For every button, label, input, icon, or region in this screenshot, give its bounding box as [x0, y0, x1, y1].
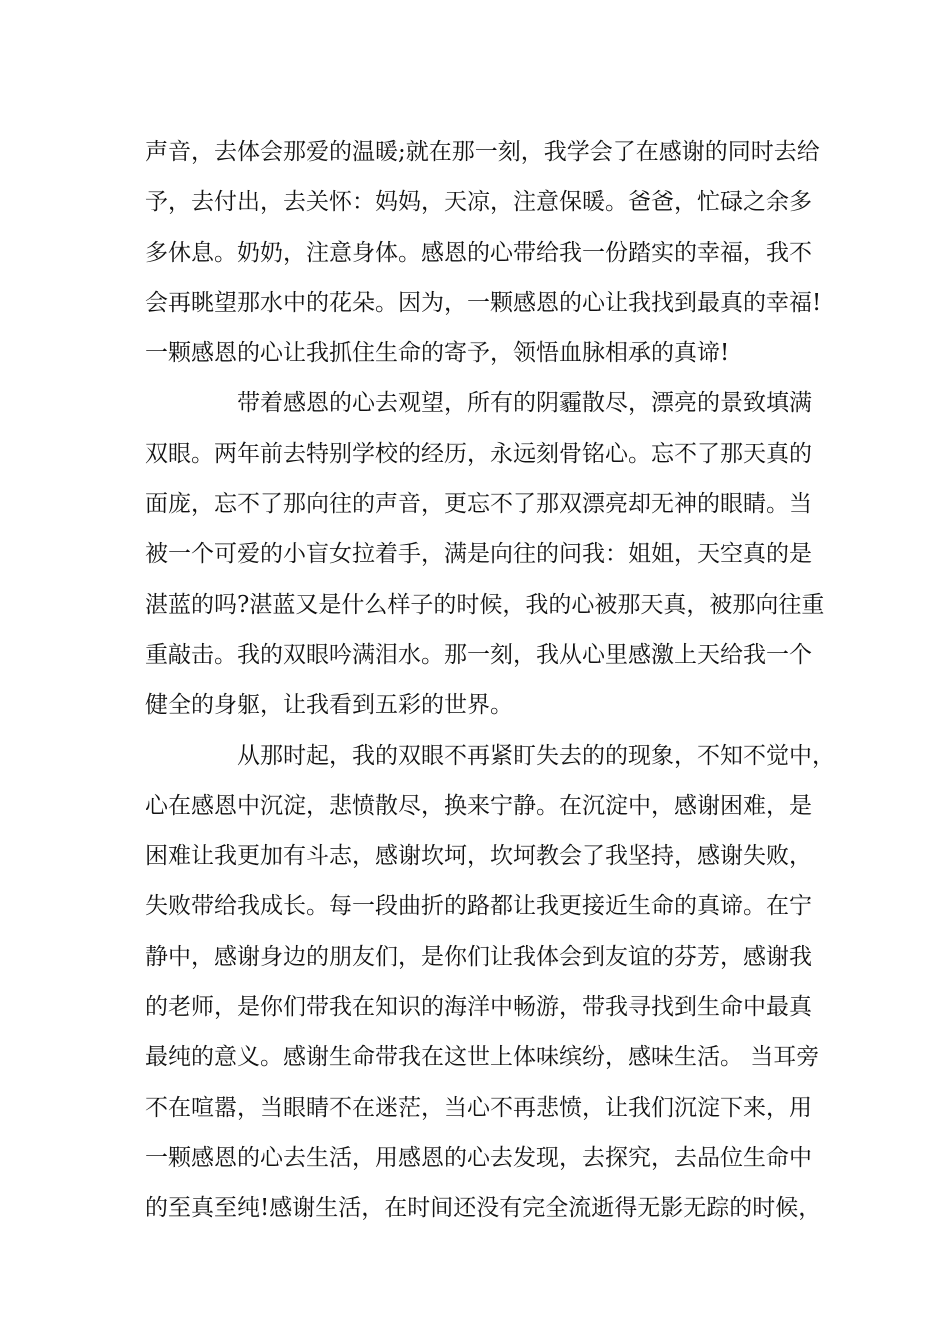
text-line: 多休息。奶奶，注意身体。感恩的心带给我一份踏实的幸福，我不	[145, 239, 812, 266]
text-line: 重敲击。我的双眼吟满泪水。那一刻，我从心里感激上天给我一个	[145, 641, 812, 668]
text-line: 心在感恩中沉淀，悲愤散尽，换来宁静。在沉淀中，感谢困难，是	[145, 792, 812, 819]
text-line: 双眼。两年前去特别学校的经历，永远刻骨铭心。忘不了那天真的	[145, 440, 812, 467]
text-line: 予，去付出，去关怀：妈妈，天凉，注意保暖。爸爸，忙碌之余多	[145, 189, 812, 216]
text-line: 的老师，是你们带我在知识的海洋中畅游，带我寻找到生命中最真	[145, 994, 812, 1021]
text-line: 失败带给我成长。每一段曲折的路都让我更接近生命的真谛。在宁	[145, 893, 812, 920]
paragraph-first-line: 带着感恩的心去观望，所有的阴霾散尽，漂亮的景致填满	[237, 390, 812, 417]
text-line: 静中，感谢身边的朋友们，是你们让我体会到友谊的芬芳，感谢我	[145, 943, 812, 970]
text-line: 困难让我更加有斗志，感谢坎坷，坎坷教会了我坚持，感谢失败，	[145, 843, 812, 870]
paragraph-first-line: 从那时起，我的双眼不再紧盯失去的的现象，不知不觉中，	[237, 742, 835, 769]
text-line: 湛蓝的吗?湛蓝又是什么样子的时候，我的心被那天真，被那向往重	[145, 591, 825, 618]
text-line: 声音，去体会那爱的温暖;就在那一刻，我学会了在感谢的同时去给	[145, 139, 820, 165]
text-line: 的至真至纯!感谢生活，在时间还没有完全流逝得无影无踪的时候，	[145, 1195, 822, 1222]
text-line: 一颗感恩的心去生活，用感恩的心去发现，去探究，去品位生命中	[145, 1144, 812, 1171]
text-line: 最纯的意义。感谢生命带我在这世上体味缤纷，感味生活。 当耳旁	[145, 1044, 820, 1071]
body-text	[145, 127, 835, 1234]
text-line: 被一个可爱的小盲女拉着手，满是向往的问我：姐姐，天空真的是	[145, 541, 812, 568]
text-line: 一颗感恩的心让我抓住生命的寄予，领悟血脉相承的真谛!	[145, 340, 730, 367]
text-line: 面庞，忘不了那向往的声音，更忘不了那双漂亮却无神的眼睛。当	[145, 491, 812, 518]
text-line: 会再眺望那水中的花朵。因为，一颗感恩的心让我找到最真的幸福!	[145, 289, 822, 316]
text-line: 健全的身躯，让我看到五彩的世界。	[145, 692, 513, 719]
text-line: 不在喧嚣，当眼睛不在迷茫，当心不再悲愤，让我们沉淀下来，用	[145, 1094, 812, 1121]
